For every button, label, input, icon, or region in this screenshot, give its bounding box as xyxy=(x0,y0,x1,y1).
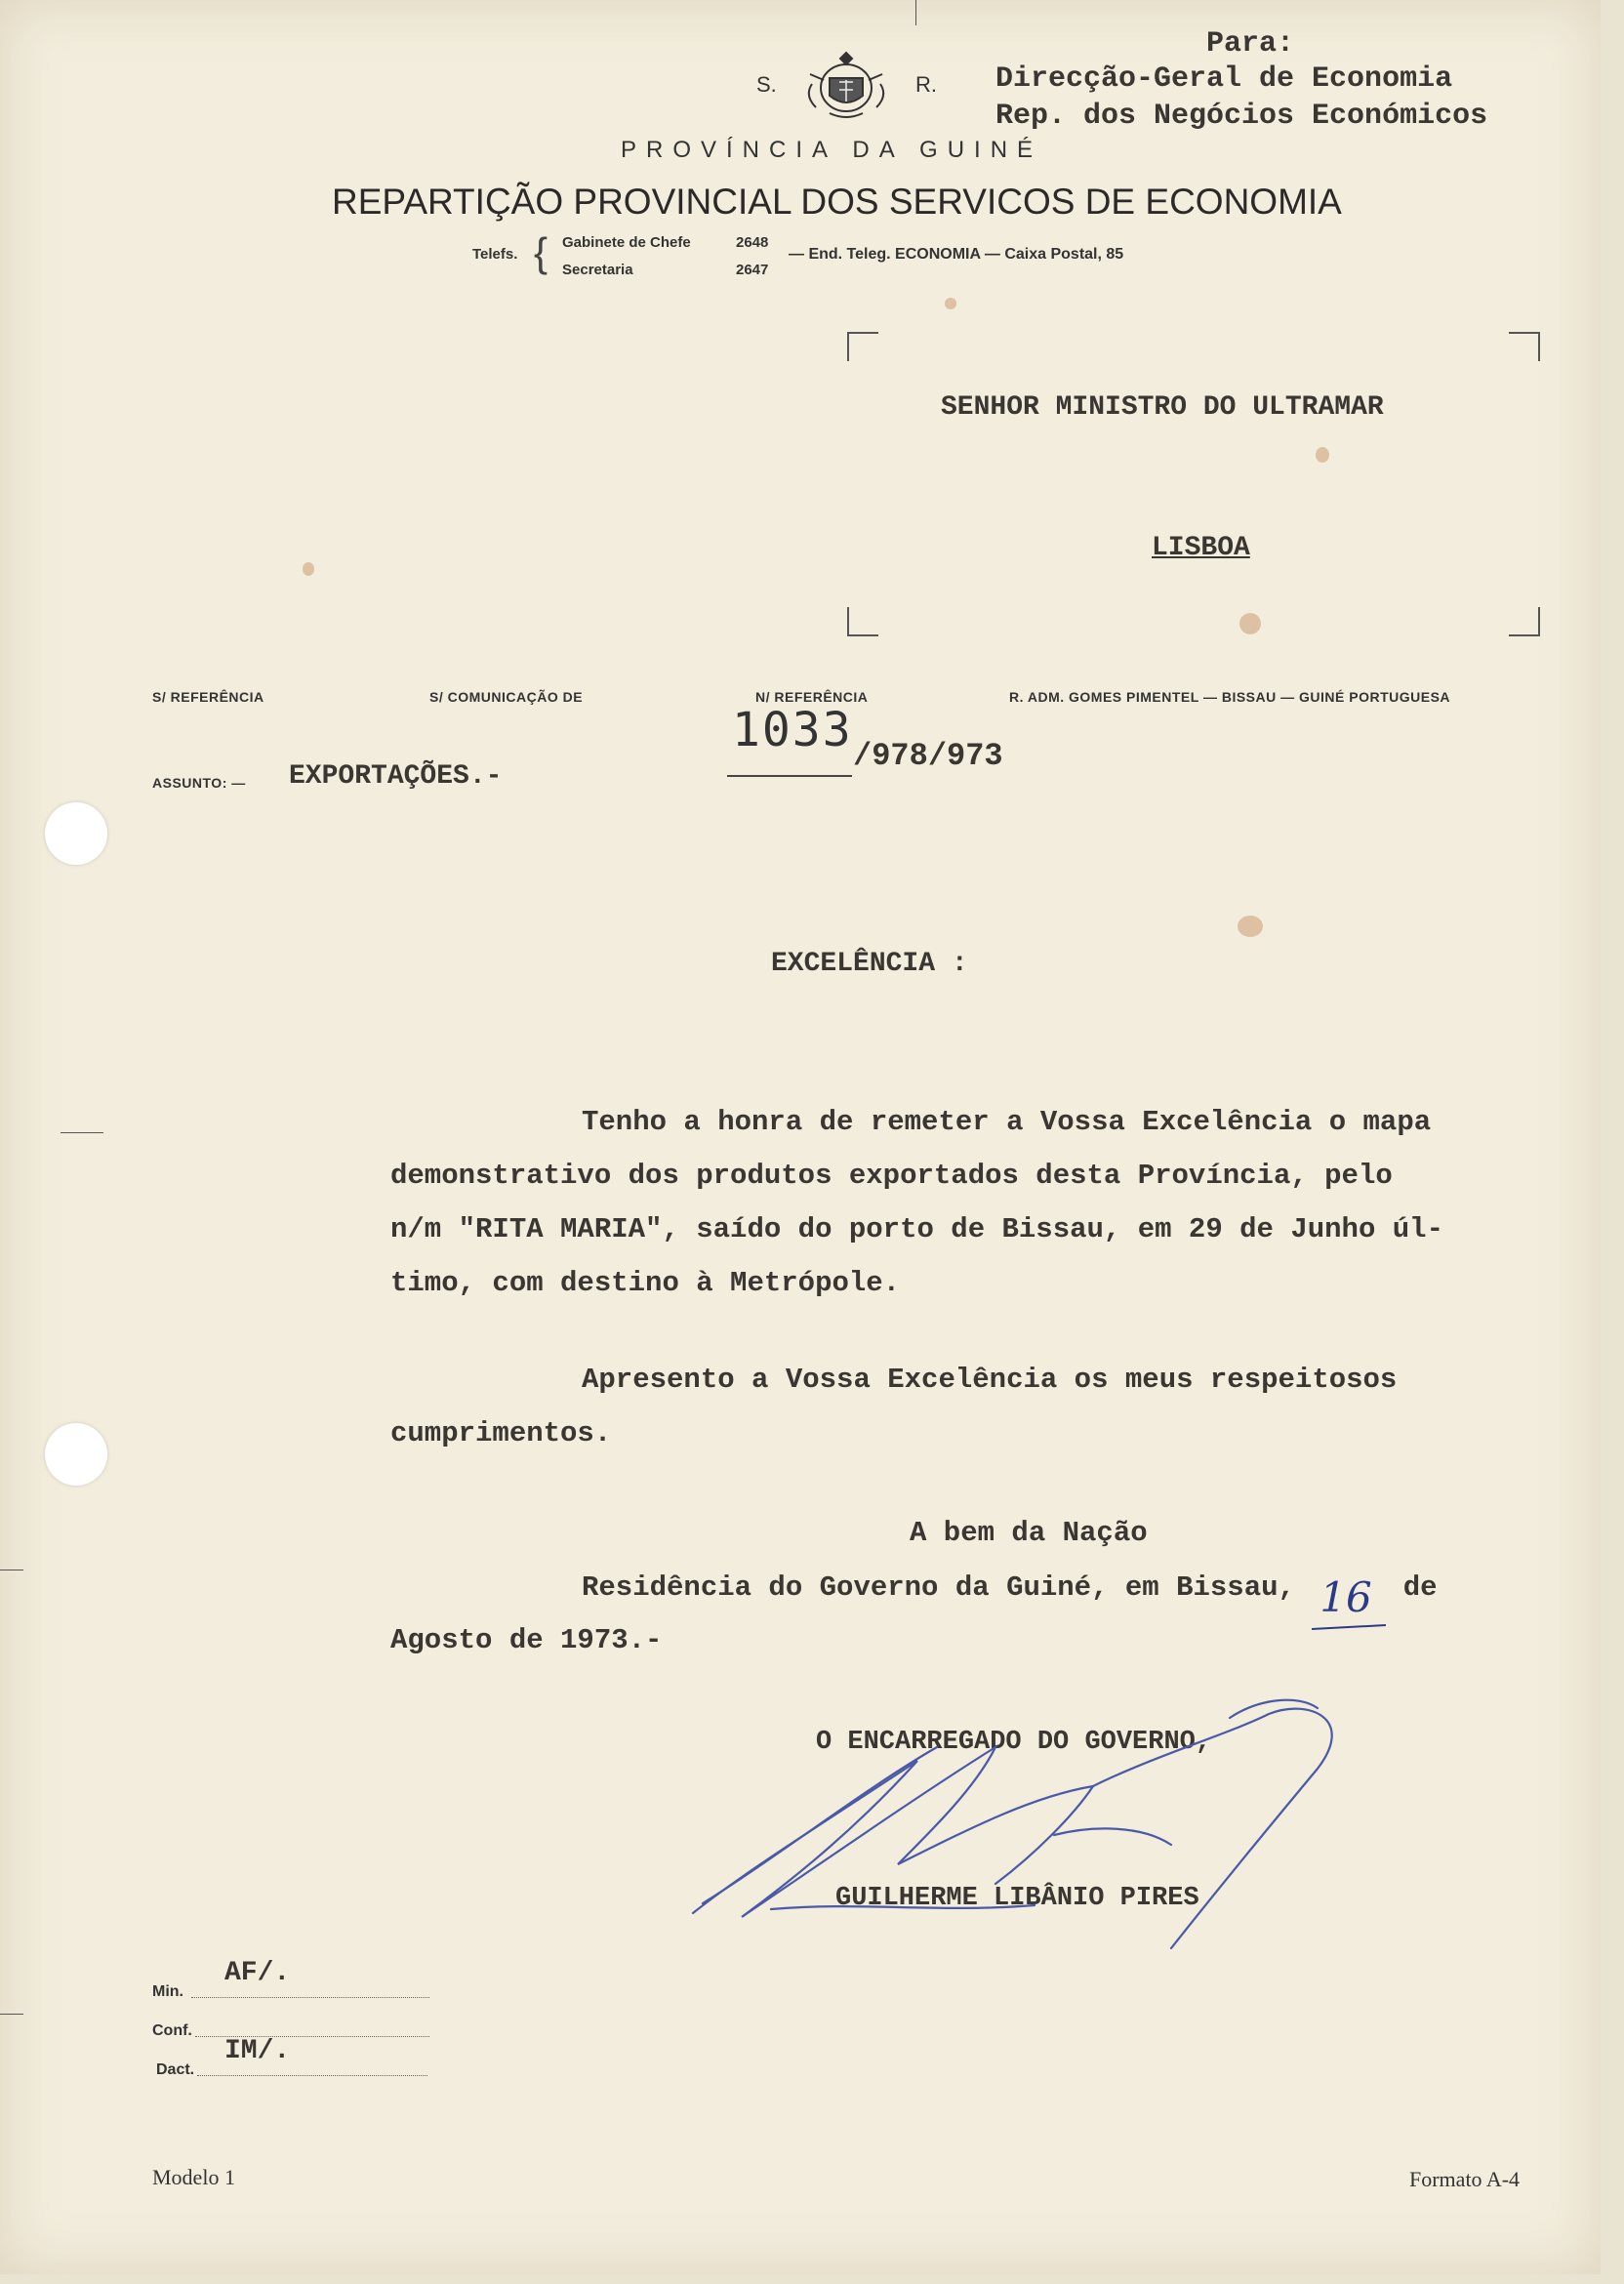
telegraph-address: — End. Teleg. ECONOMIA — Caixa Postal, 85 xyxy=(789,246,1124,263)
stain xyxy=(1238,916,1263,937)
dact-line xyxy=(197,2075,427,2076)
paragraph-line: Tenho a honra de remeter a Vossa Excelência o mapa xyxy=(582,1106,1432,1138)
letterhead-r: R. xyxy=(915,72,937,97)
fold-mark xyxy=(915,0,916,25)
signatory-name: GUILHERME LIBÂNIO PIRES xyxy=(835,1884,1199,1913)
margin-mark xyxy=(0,2014,23,2015)
stain xyxy=(1239,613,1261,634)
coat-of-arms-icon xyxy=(800,45,892,123)
paragraph-line: n/m "RITA MARIA", saído do porto de Bissau, em 29 de Junho úl- xyxy=(390,1213,1443,1245)
letterhead-s: S. xyxy=(756,72,777,97)
min-value: AF/. xyxy=(224,1958,291,1988)
secretaria-number: 2647 xyxy=(736,262,769,278)
punch-hole xyxy=(45,1423,107,1486)
model-label: Modelo 1 xyxy=(152,2165,235,2189)
closing-line-1: A bem da Nação xyxy=(910,1517,1148,1549)
paragraph-2 xyxy=(390,1353,1397,1460)
dact-label: Dact. xyxy=(156,2061,195,2078)
reference-number-rest: /978/973 xyxy=(853,738,1003,774)
window-corner-mark xyxy=(847,607,878,636)
paragraph-line: timo, com destino à Metrópole. xyxy=(390,1267,901,1299)
routing-line-2: Rep. dos Negócios Económicos xyxy=(995,100,1488,133)
closing-place: Residência do Governo da Guiné, em Bissau, xyxy=(582,1571,1295,1604)
stain xyxy=(303,562,314,576)
gabinete-label: Gabinete de Chefe xyxy=(562,234,691,251)
routing-label: Para: xyxy=(1206,27,1295,61)
province-title: PROVÍNCIA DA GUINÉ xyxy=(621,137,1043,163)
window-corner-mark xyxy=(847,332,878,361)
telefs-label: Telefs. xyxy=(472,246,518,263)
paragraph-line: Apresento a Vossa Excelência os meus respeitosos xyxy=(582,1364,1398,1396)
signatory-title: O ENCARREGADO DO GOVERNO, xyxy=(816,1728,1212,1757)
paragraph-1 xyxy=(390,1095,1443,1310)
window-corner-mark xyxy=(1509,332,1540,361)
salutation: EXCELÊNCIA : xyxy=(771,949,968,979)
office-title: REPARTIÇÃO PROVINCIAL DOS SERVICOS DE ECONOMIA xyxy=(332,182,1342,222)
paragraph-line: demonstrativo dos produtos exportados desta Província, pelo xyxy=(390,1160,1393,1192)
routing-line-1: Direcção-Geral de Economia xyxy=(995,62,1453,96)
punch-hole xyxy=(45,802,107,865)
window-corner-mark xyxy=(1509,607,1540,636)
closing-day-handwritten: 16 xyxy=(1320,1573,1372,1621)
paragraph-line: cumprimentos. xyxy=(390,1417,612,1449)
stain xyxy=(945,298,956,309)
addressee-name: SENHOR MINISTRO DO ULTRAMAR xyxy=(941,392,1384,423)
reference-underline xyxy=(727,775,852,777)
stain xyxy=(1316,447,1329,463)
your-communication-label: S/ COMUNICAÇÃO DE xyxy=(429,689,584,705)
closing-line-2 xyxy=(582,1571,1438,1621)
handwritten-signature xyxy=(683,1679,1347,1972)
min-label: Min. xyxy=(152,1983,183,2000)
min-line xyxy=(191,1997,429,1998)
office-address: R. ADM. GOMES PIMENTEL — BISSAU — GUINÉ PORTUGUESA xyxy=(1009,689,1451,705)
brace-icon: { xyxy=(534,229,548,275)
your-reference-label: S/ REFERÊNCIA xyxy=(152,689,264,705)
day-underline xyxy=(1312,1624,1386,1630)
closing-de: de xyxy=(1402,1571,1438,1604)
closing-line-3: Agosto de 1973.- xyxy=(390,1624,663,1656)
reference-number-stamp: 1033 xyxy=(732,703,853,757)
format-label: Formato A-4 xyxy=(1409,2167,1521,2191)
our-reference-label: N/ REFERÊNCIA xyxy=(755,689,869,705)
addressee-city: LISBOA xyxy=(1152,533,1250,563)
dact-value: IM/. xyxy=(224,2036,291,2066)
margin-mark xyxy=(61,1132,103,1133)
gabinete-number: 2648 xyxy=(736,234,769,251)
subject-value: EXPORTAÇÕES.- xyxy=(289,761,503,792)
secretaria-label: Secretaria xyxy=(562,262,633,278)
subject-label: ASSUNTO: — xyxy=(152,775,246,791)
conf-label: Conf. xyxy=(152,2022,192,2039)
